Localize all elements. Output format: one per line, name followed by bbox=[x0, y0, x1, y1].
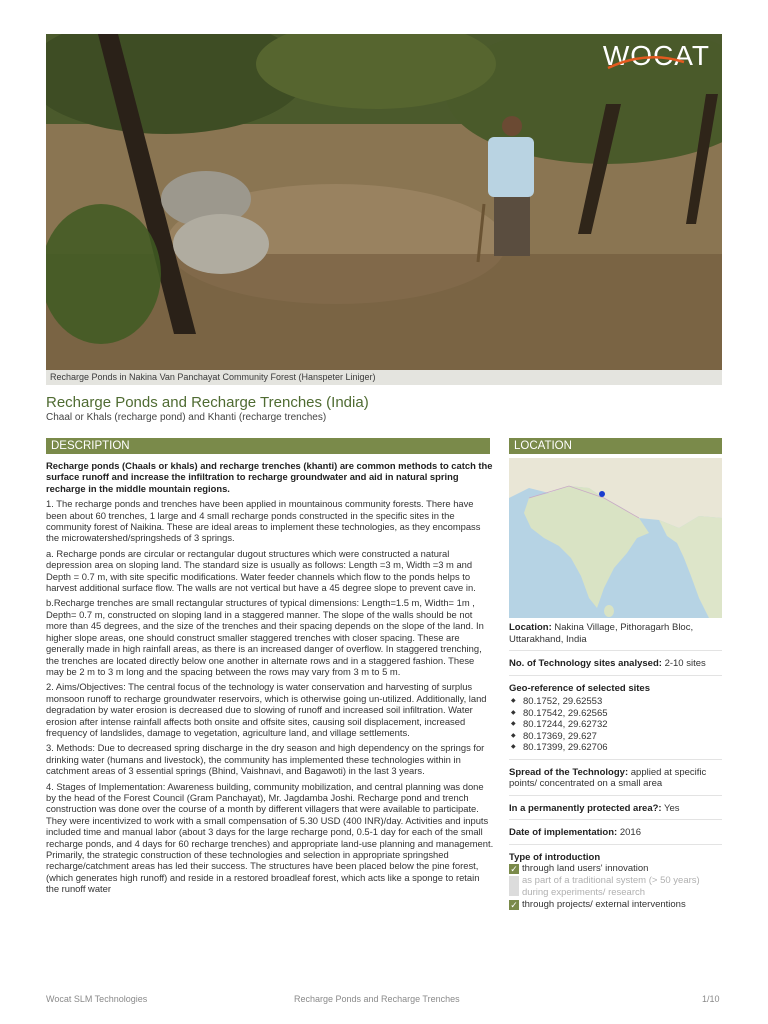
location-map[interactable] bbox=[509, 458, 722, 618]
location-row: Location: Nakina Village, Pithoragarh Bloc, Uttarakhand, India bbox=[509, 620, 722, 651]
description-heading: DESCRIPTION bbox=[46, 438, 490, 454]
unchecked-icon bbox=[509, 886, 519, 896]
sites-row: No. of Technology sites analysed: 2-10 sites bbox=[509, 656, 722, 676]
description-intro: Recharge ponds (Chaals or khals) and recharge trenches (khanti) are common methods to catch the surface runoff and increase the infiltration to recharge groundwater and aid in natural spring recharge in the middle mountain regions. bbox=[46, 460, 493, 494]
unchecked-icon bbox=[509, 876, 519, 886]
date-row: Date of implementation: 2016 bbox=[509, 825, 722, 845]
georef-item: ◆ 80.17542, 29.62565 bbox=[509, 708, 722, 720]
georef-item: ◆ 80.17399, 29.62706 bbox=[509, 742, 722, 754]
description-paragraph: 1. The recharge ponds and trenches have been applied in mountainous community forests. There have been about 60 trenches, 1 large and 4 small recharge ponds constructed in the specific sites in the community forest of Naikina. These are ideal areas to implement these technologies, as they encompass the microwatershed/springsheds of 3 springs. bbox=[46, 498, 481, 544]
georef-item: ◆ 80.1752, 29.62553 bbox=[509, 696, 722, 708]
wocat-logo: WOCAT bbox=[602, 40, 710, 71]
georef-row: Geo-reference of selected sites ◆ 80.1752, 29.62553 ◆ 80.17542, 29.62565 ◆ 80.17244, 29.62732 ◆ 80.17369, 29.627 ◆ 80.17399, 29.62706 bbox=[509, 681, 722, 760]
intro-item-research: during experiments/ research bbox=[509, 886, 722, 899]
photo-caption: Recharge Ponds in Nakina Van Panchayat Community Forest (Hanspeter Liniger) bbox=[46, 370, 722, 385]
wocat-logo-swoosh bbox=[606, 52, 686, 72]
introduction-type: Type of introduction ✓ through land users' innovation as part of a traditional system (> 50 years) during experiments/ research ✓ through projects/ external interventions bbox=[509, 850, 722, 911]
description-paragraph: b.Recharge trenches are small rectangular structures of typical dimensions: Length=1.5 m, Width= 1m , Depth= 0.7 m, constructed on sloping land in a staggered manner. The slope of the walls should be not more than 45 degrees, and the size of the trenches and their spacing depends on the slope of the land. In higher slope areas, one should construct smaller staggered trenches with closer spacing. These are generally made in high rainfall areas, as there is an increased danger of overflow. In staggered trenching, the trenches are located directly below one another in alternate rows and in a staggered fashion. These may be 2 m to 3 m long and the spacing between the rows may vary from 3 m to 5 m. bbox=[46, 597, 484, 677]
georef-list bbox=[509, 696, 722, 754]
location-details bbox=[509, 620, 722, 910]
description-body bbox=[46, 460, 494, 899]
footer-left: Wocat SLM Technologies bbox=[46, 994, 148, 1004]
spread-row: Spread of the Technology: applied at specific points/ concentrated on a small area bbox=[509, 765, 722, 796]
checked-icon: ✓ bbox=[510, 899, 518, 910]
description-paragraph: 4. Stages of Implementation: Awareness building, community mobilization, and central planning was done by the head of the Forest Council (Gram Panchayat), Mr. Jagdamba Joshi. Recharge pond and trench construction was done over the course of a month by different villagers that were available to participate. They were incentivized to work with a small compensation of 5.30 USD (400 INR)/day. Activities and inputs included time and manual labor (about 3 days for the large recharge pond, 0.5-1 day for each of the small recharge ponds, and 4 days for 60 recharge trenches) and appropriate land-use planning and management. Primarily, the strategic construction of these technologies and selection in appropriate springshed recharge/catchment areas has led their success. The structures have been placed below the pine forest, (which generates high runoff) and reside in a restored broadleaf forest, which acts like a sponge to retain the runoff water bbox=[46, 780, 494, 895]
page-subtitle: Chaal or Khals (recharge pond) and Khanti (recharge trenches) bbox=[46, 412, 327, 423]
georef-item: ◆ 80.17244, 29.62732 bbox=[509, 719, 722, 731]
location-heading: LOCATION bbox=[509, 438, 722, 454]
intro-item-projects: ✓ through projects/ external interventions bbox=[510, 898, 686, 910]
footer-center: Recharge Ponds and Recharge Trenches bbox=[294, 994, 460, 1004]
map-illustration bbox=[509, 458, 722, 618]
description-paragraph: 3. Methods: Due to decreased spring discharge in the dry season and high dependency on the springs for drinking water (humans and livestock), the community has implemented these technologies within in catchment areas of 3 essential springs (Bhind, Vaishnavi, and Bagawoti) in the last 3 years. bbox=[46, 742, 485, 777]
footer-page-number: 1/10 bbox=[702, 994, 720, 1004]
page-title: Recharge Ponds and Recharge Trenches (India) bbox=[46, 394, 369, 411]
intro-item-innovation: ✓ through land users' innovation bbox=[510, 863, 649, 874]
description-paragraph: 2. Aims/Objectives: The central focus of the technology is water conservation and harvesting of surplus monsoon runoff to recharge groundwater reservoirs, which is otherwise going un-utilized. Additionally, land degradation by water erosion is decreased due to slowing of runoff and increased soil infiltration. Water erosion after intense rainfall affects both onsite and offsite sites, causing soil displacement, increased frequency of landslides, damage to vegetation, agriculture land, and village settlements. bbox=[46, 681, 487, 738]
photo-illustration bbox=[46, 34, 722, 370]
intro-item-traditional: as part of a traditional system (> 50 years) bbox=[509, 875, 722, 887]
georef-item: ◆ 80.17369, 29.627 bbox=[509, 731, 722, 743]
protected-row: In a permanently protected area?: Yes bbox=[509, 801, 722, 821]
description-paragraph: a. Recharge ponds are circular or rectangular dugout structures which were constructed a natural depression area on sloping land. The standard size is usually as follows: Length =3 m, Width =3 m and Depth = 0.7 m, with site specific modifications. Water feeder channels which flow to the ponds helps to harvest additional surface flow. The walls are not vertical but have a 45 degree slope to prevent cave in. bbox=[46, 547, 476, 594]
hero-photo bbox=[46, 34, 722, 370]
location-marker bbox=[599, 491, 605, 497]
checked-icon: ✓ bbox=[510, 864, 518, 874]
